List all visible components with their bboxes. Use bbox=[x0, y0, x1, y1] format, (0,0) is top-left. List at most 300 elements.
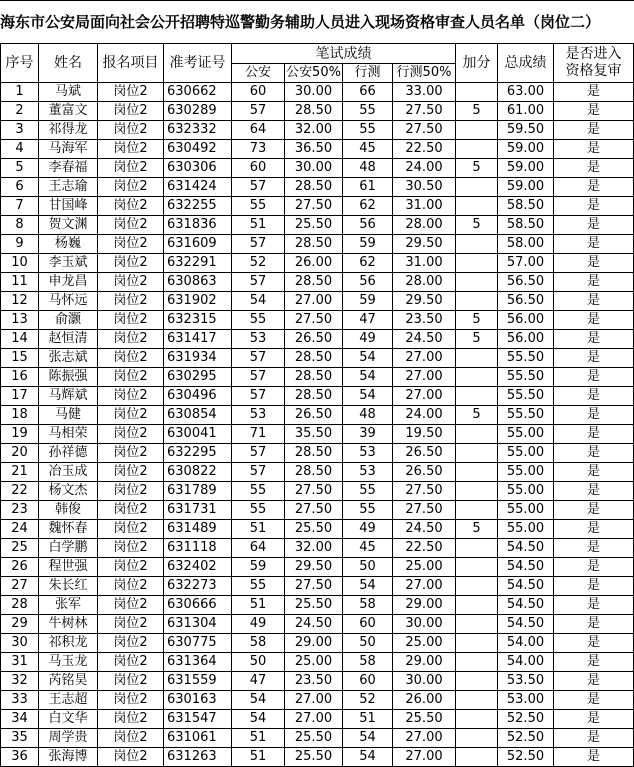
name-cell: 程世强 bbox=[39, 558, 98, 577]
xingce-50-cell: 27.00 bbox=[393, 349, 456, 368]
xingce-cell: 58 bbox=[343, 596, 393, 615]
xingce-50-cell: 24.50 bbox=[393, 520, 456, 539]
total-cell: 52.50 bbox=[498, 748, 554, 767]
exam-no-cell: 631934 bbox=[164, 349, 232, 368]
name-cell: 朱长红 bbox=[39, 577, 98, 596]
xingce-50-cell: 28.00 bbox=[393, 273, 456, 292]
review-cell: 是 bbox=[554, 615, 634, 634]
gongan-50-cell: 28.50 bbox=[285, 444, 343, 463]
total-cell: 54.50 bbox=[498, 558, 554, 577]
xingce-cell: 58 bbox=[343, 653, 393, 672]
table-row bbox=[1, 178, 634, 197]
project-cell: 岗位2 bbox=[98, 368, 164, 387]
exam-no-cell: 631263 bbox=[164, 748, 232, 767]
review-cell: 是 bbox=[554, 539, 634, 558]
exam-no-cell: 631489 bbox=[164, 520, 232, 539]
table-row bbox=[1, 634, 634, 653]
name-cell: 牛树林 bbox=[39, 615, 98, 634]
gongan-50-cell: 27.50 bbox=[285, 482, 343, 501]
gongan-cell: 51 bbox=[232, 520, 285, 539]
gongan-50-cell: 25.50 bbox=[285, 216, 343, 235]
xingce-cell: 53 bbox=[343, 444, 393, 463]
gongan-50-cell: 28.50 bbox=[285, 387, 343, 406]
review-cell: 是 bbox=[554, 444, 634, 463]
gongan-50-cell: 29.50 bbox=[285, 558, 343, 577]
seq-cell: 30 bbox=[1, 634, 39, 653]
seq-cell: 5 bbox=[1, 159, 39, 178]
exam-no-cell: 630822 bbox=[164, 463, 232, 482]
total-cell: 55.50 bbox=[498, 406, 554, 425]
table-row bbox=[1, 691, 634, 710]
project-cell: 岗位2 bbox=[98, 235, 164, 254]
exam-no-cell: 630289 bbox=[164, 102, 232, 121]
bonus-cell bbox=[456, 273, 498, 292]
bonus-cell: 5 bbox=[456, 520, 498, 539]
total-cell: 58.50 bbox=[498, 197, 554, 216]
project-cell: 岗位2 bbox=[98, 444, 164, 463]
project-cell: 岗位2 bbox=[98, 387, 164, 406]
project-cell: 岗位2 bbox=[98, 596, 164, 615]
gongan-cell: 64 bbox=[232, 121, 285, 140]
xingce-cell: 48 bbox=[343, 159, 393, 178]
exam-no-cell: 630041 bbox=[164, 425, 232, 444]
table-row bbox=[1, 596, 634, 615]
seq-cell: 14 bbox=[1, 330, 39, 349]
name-cell: 冶玉成 bbox=[39, 463, 98, 482]
project-cell: 岗位2 bbox=[98, 615, 164, 634]
seq-cell: 3 bbox=[1, 121, 39, 140]
name-cell: 董富文 bbox=[39, 102, 98, 121]
exam-no-cell: 631547 bbox=[164, 710, 232, 729]
name-cell: 陈振强 bbox=[39, 368, 98, 387]
review-cell: 是 bbox=[554, 121, 634, 140]
table-row bbox=[1, 235, 634, 254]
exam-no-cell: 630775 bbox=[164, 634, 232, 653]
project-cell: 岗位2 bbox=[98, 463, 164, 482]
seq-cell: 28 bbox=[1, 596, 39, 615]
xingce-50-cell: 27.00 bbox=[393, 748, 456, 767]
gongan-50-cell: 36.50 bbox=[285, 140, 343, 159]
exam-no-cell: 632332 bbox=[164, 121, 232, 140]
xingce-cell: 50 bbox=[343, 634, 393, 653]
review-cell: 是 bbox=[554, 178, 634, 197]
table-row bbox=[1, 159, 634, 178]
xingce-50-cell: 24.00 bbox=[393, 406, 456, 425]
table-row bbox=[1, 254, 634, 273]
bonus-cell bbox=[456, 235, 498, 254]
bonus-cell bbox=[456, 634, 498, 653]
xingce-cell: 51 bbox=[343, 710, 393, 729]
project-cell: 岗位2 bbox=[98, 140, 164, 159]
project-cell: 岗位2 bbox=[98, 197, 164, 216]
gongan-cell: 53 bbox=[232, 406, 285, 425]
xingce-50-cell: 22.50 bbox=[393, 539, 456, 558]
project-cell: 岗位2 bbox=[98, 121, 164, 140]
seq-cell: 27 bbox=[1, 577, 39, 596]
gongan-50-cell: 27.50 bbox=[285, 311, 343, 330]
gongan-50-cell: 30.00 bbox=[285, 159, 343, 178]
header-review bbox=[554, 44, 634, 83]
xingce-cell: 52 bbox=[343, 691, 393, 710]
gongan-50-cell: 26.50 bbox=[285, 330, 343, 349]
xingce-50-cell: 27.00 bbox=[393, 577, 456, 596]
xingce-cell: 56 bbox=[343, 216, 393, 235]
exam-no-cell: 630863 bbox=[164, 273, 232, 292]
review-cell: 是 bbox=[554, 425, 634, 444]
project-cell: 岗位2 bbox=[98, 216, 164, 235]
seq-cell: 26 bbox=[1, 558, 39, 577]
project-cell: 岗位2 bbox=[98, 330, 164, 349]
seq-cell: 4 bbox=[1, 140, 39, 159]
name-cell: 马怀远 bbox=[39, 292, 98, 311]
xingce-50-cell: 24.50 bbox=[393, 330, 456, 349]
bonus-cell bbox=[456, 292, 498, 311]
exam-no-cell: 632255 bbox=[164, 197, 232, 216]
total-cell: 57.00 bbox=[498, 254, 554, 273]
exam-no-cell: 631304 bbox=[164, 615, 232, 634]
seq-cell: 21 bbox=[1, 463, 39, 482]
review-cell: 是 bbox=[554, 102, 634, 121]
table-row bbox=[1, 577, 634, 596]
project-cell: 岗位2 bbox=[98, 349, 164, 368]
seq-cell: 17 bbox=[1, 387, 39, 406]
exam-no-cell: 631424 bbox=[164, 178, 232, 197]
xingce-cell: 54 bbox=[343, 387, 393, 406]
xingce-cell: 45 bbox=[343, 539, 393, 558]
name-cell: 白文华 bbox=[39, 710, 98, 729]
gongan-cell: 49 bbox=[232, 615, 285, 634]
project-cell: 岗位2 bbox=[98, 83, 164, 102]
gongan-50-cell: 25.50 bbox=[285, 748, 343, 767]
seq-cell: 33 bbox=[1, 691, 39, 710]
total-cell: 58.00 bbox=[498, 235, 554, 254]
table-row bbox=[1, 520, 634, 539]
gongan-50-cell: 27.00 bbox=[285, 710, 343, 729]
table-row bbox=[1, 216, 634, 235]
exam-no-cell: 630492 bbox=[164, 140, 232, 159]
xingce-50-cell: 26.50 bbox=[393, 463, 456, 482]
table-row bbox=[1, 121, 634, 140]
xingce-cell: 45 bbox=[343, 140, 393, 159]
name-cell: 张志斌 bbox=[39, 349, 98, 368]
project-cell: 岗位2 bbox=[98, 558, 164, 577]
project-cell: 岗位2 bbox=[98, 691, 164, 710]
bonus-cell bbox=[456, 615, 498, 634]
name-cell: 甘国峰 bbox=[39, 197, 98, 216]
name-cell: 祁得龙 bbox=[39, 121, 98, 140]
review-cell: 是 bbox=[554, 273, 634, 292]
xingce-cell: 62 bbox=[343, 197, 393, 216]
seq-cell: 6 bbox=[1, 178, 39, 197]
seq-cell: 34 bbox=[1, 710, 39, 729]
gongan-50-cell: 25.50 bbox=[285, 596, 343, 615]
name-cell: 王志超 bbox=[39, 691, 98, 710]
xingce-cell: 53 bbox=[343, 463, 393, 482]
table-row bbox=[1, 729, 634, 748]
total-cell: 59.50 bbox=[498, 121, 554, 140]
exam-no-cell: 630163 bbox=[164, 691, 232, 710]
xingce-50-cell: 31.00 bbox=[393, 254, 456, 273]
seq-cell: 7 bbox=[1, 197, 39, 216]
table-row bbox=[1, 83, 634, 102]
exam-no-cell: 631559 bbox=[164, 672, 232, 691]
gongan-cell: 51 bbox=[232, 748, 285, 767]
table-row bbox=[1, 102, 634, 121]
gongan-50-cell: 27.50 bbox=[285, 197, 343, 216]
seq-cell: 10 bbox=[1, 254, 39, 273]
name-cell: 杨文杰 bbox=[39, 482, 98, 501]
bonus-cell bbox=[456, 691, 498, 710]
name-cell: 孙祥德 bbox=[39, 444, 98, 463]
review-cell: 是 bbox=[554, 558, 634, 577]
gongan-cell: 52 bbox=[232, 254, 285, 273]
total-cell: 55.00 bbox=[498, 463, 554, 482]
xingce-50-cell: 25.00 bbox=[393, 558, 456, 577]
gongan-50-cell: 25.50 bbox=[285, 520, 343, 539]
bonus-cell bbox=[456, 596, 498, 615]
exam-no-cell: 630496 bbox=[164, 387, 232, 406]
total-cell: 55.00 bbox=[498, 425, 554, 444]
table-row bbox=[1, 292, 634, 311]
xingce-cell: 39 bbox=[343, 425, 393, 444]
review-cell: 是 bbox=[554, 482, 634, 501]
gongan-50-cell: 28.50 bbox=[285, 178, 343, 197]
table-row bbox=[1, 463, 634, 482]
bonus-cell bbox=[456, 368, 498, 387]
gongan-50-cell: 26.00 bbox=[285, 254, 343, 273]
gongan-cell: 54 bbox=[232, 710, 285, 729]
xingce-50-cell: 27.00 bbox=[393, 729, 456, 748]
total-cell: 61.00 bbox=[498, 102, 554, 121]
xingce-50-cell: 22.50 bbox=[393, 140, 456, 159]
bonus-cell bbox=[456, 387, 498, 406]
gongan-50-cell: 23.50 bbox=[285, 672, 343, 691]
header-xingce: 行测 bbox=[343, 64, 393, 83]
gongan-cell: 51 bbox=[232, 729, 285, 748]
seq-cell: 2 bbox=[1, 102, 39, 121]
review-cell: 是 bbox=[554, 254, 634, 273]
gongan-50-cell: 29.00 bbox=[285, 634, 343, 653]
review-cell: 是 bbox=[554, 387, 634, 406]
total-cell: 59.00 bbox=[498, 140, 554, 159]
header-bonus: 加分 bbox=[456, 44, 498, 83]
gongan-50-cell: 28.50 bbox=[285, 102, 343, 121]
total-cell: 55.00 bbox=[498, 501, 554, 520]
xingce-cell: 59 bbox=[343, 292, 393, 311]
seq-cell: 15 bbox=[1, 349, 39, 368]
review-cell: 是 bbox=[554, 729, 634, 748]
gongan-50-cell: 28.50 bbox=[285, 235, 343, 254]
xingce-50-cell: 24.00 bbox=[393, 159, 456, 178]
gongan-cell: 50 bbox=[232, 653, 285, 672]
seq-cell: 13 bbox=[1, 311, 39, 330]
seq-cell: 1 bbox=[1, 83, 39, 102]
gongan-cell: 57 bbox=[232, 368, 285, 387]
xingce-50-cell: 29.50 bbox=[393, 292, 456, 311]
project-cell: 岗位2 bbox=[98, 406, 164, 425]
name-cell: 马海军 bbox=[39, 140, 98, 159]
review-cell: 是 bbox=[554, 596, 634, 615]
header-gongan: 公安 bbox=[232, 64, 285, 83]
seq-cell: 32 bbox=[1, 672, 39, 691]
project-cell: 岗位2 bbox=[98, 748, 164, 767]
bonus-cell bbox=[456, 501, 498, 520]
xingce-cell: 49 bbox=[343, 330, 393, 349]
xingce-cell: 60 bbox=[343, 672, 393, 691]
project-cell: 岗位2 bbox=[98, 520, 164, 539]
table-row bbox=[1, 444, 634, 463]
total-cell: 55.50 bbox=[498, 387, 554, 406]
seq-cell: 19 bbox=[1, 425, 39, 444]
xingce-50-cell: 27.00 bbox=[393, 387, 456, 406]
gongan-50-cell: 26.50 bbox=[285, 406, 343, 425]
table-row bbox=[1, 615, 634, 634]
gongan-cell: 57 bbox=[232, 387, 285, 406]
gongan-50-cell: 35.50 bbox=[285, 425, 343, 444]
table-row bbox=[1, 197, 634, 216]
bonus-cell bbox=[456, 121, 498, 140]
project-cell: 岗位2 bbox=[98, 159, 164, 178]
xingce-cell: 59 bbox=[343, 235, 393, 254]
table-row bbox=[1, 558, 634, 577]
xingce-50-cell: 25.50 bbox=[393, 710, 456, 729]
review-cell: 是 bbox=[554, 292, 634, 311]
name-cell: 马斌 bbox=[39, 83, 98, 102]
header-project: 报名项目 bbox=[98, 44, 164, 83]
xingce-50-cell: 27.50 bbox=[393, 501, 456, 520]
bonus-cell bbox=[456, 672, 498, 691]
header-written-score: 笔试成绩 bbox=[232, 44, 456, 64]
total-cell: 56.00 bbox=[498, 330, 554, 349]
gongan-50-cell: 27.00 bbox=[285, 292, 343, 311]
table-row bbox=[1, 501, 634, 520]
xingce-50-cell: 30.00 bbox=[393, 615, 456, 634]
gongan-cell: 58 bbox=[232, 634, 285, 653]
xingce-cell: 54 bbox=[343, 748, 393, 767]
total-cell: 54.00 bbox=[498, 634, 554, 653]
project-cell: 岗位2 bbox=[98, 292, 164, 311]
bonus-cell bbox=[456, 425, 498, 444]
project-cell: 岗位2 bbox=[98, 178, 164, 197]
bonus-cell: 5 bbox=[456, 216, 498, 235]
bonus-cell bbox=[456, 748, 498, 767]
xingce-cell: 50 bbox=[343, 558, 393, 577]
total-cell: 55.50 bbox=[498, 349, 554, 368]
candidate-table bbox=[0, 43, 634, 767]
project-cell: 岗位2 bbox=[98, 102, 164, 121]
review-cell: 是 bbox=[554, 710, 634, 729]
gongan-cell: 57 bbox=[232, 463, 285, 482]
gongan-cell: 55 bbox=[232, 197, 285, 216]
xingce-50-cell: 33.00 bbox=[393, 83, 456, 102]
xingce-50-cell: 25.00 bbox=[393, 634, 456, 653]
review-cell: 是 bbox=[554, 197, 634, 216]
name-cell: 马辉斌 bbox=[39, 387, 98, 406]
xingce-cell: 55 bbox=[343, 102, 393, 121]
exam-no-cell: 630662 bbox=[164, 83, 232, 102]
total-cell: 58.50 bbox=[498, 216, 554, 235]
bonus-cell bbox=[456, 729, 498, 748]
total-cell: 54.00 bbox=[498, 653, 554, 672]
total-cell: 52.50 bbox=[498, 729, 554, 748]
xingce-cell: 66 bbox=[343, 83, 393, 102]
xingce-50-cell: 29.00 bbox=[393, 653, 456, 672]
seq-cell: 29 bbox=[1, 615, 39, 634]
total-cell: 56.50 bbox=[498, 292, 554, 311]
seq-cell: 11 bbox=[1, 273, 39, 292]
xingce-50-cell: 27.50 bbox=[393, 482, 456, 501]
project-cell: 岗位2 bbox=[98, 501, 164, 520]
total-cell: 53.00 bbox=[498, 691, 554, 710]
exam-no-cell: 631731 bbox=[164, 501, 232, 520]
gongan-50-cell: 32.00 bbox=[285, 539, 343, 558]
review-cell: 是 bbox=[554, 748, 634, 767]
exam-no-cell: 630295 bbox=[164, 368, 232, 387]
project-cell: 岗位2 bbox=[98, 710, 164, 729]
bonus-cell: 5 bbox=[456, 311, 498, 330]
xingce-50-cell: 30.50 bbox=[393, 178, 456, 197]
table-row bbox=[1, 273, 634, 292]
total-cell: 63.00 bbox=[498, 83, 554, 102]
header-name: 姓名 bbox=[39, 44, 98, 83]
table-row bbox=[1, 539, 634, 558]
table-row bbox=[1, 406, 634, 425]
exam-no-cell: 630666 bbox=[164, 596, 232, 615]
xingce-cell: 60 bbox=[343, 615, 393, 634]
bonus-cell bbox=[456, 178, 498, 197]
seq-cell: 8 bbox=[1, 216, 39, 235]
seq-cell: 20 bbox=[1, 444, 39, 463]
gongan-cell: 55 bbox=[232, 501, 285, 520]
xingce-cell: 54 bbox=[343, 729, 393, 748]
project-cell: 岗位2 bbox=[98, 577, 164, 596]
name-cell: 马健 bbox=[39, 406, 98, 425]
total-cell: 52.50 bbox=[498, 710, 554, 729]
gongan-50-cell: 28.50 bbox=[285, 368, 343, 387]
review-cell: 是 bbox=[554, 691, 634, 710]
bonus-cell bbox=[456, 349, 498, 368]
header-xingce-50: 行测50% bbox=[393, 64, 456, 83]
review-cell: 是 bbox=[554, 672, 634, 691]
table-row bbox=[1, 653, 634, 672]
table-row bbox=[1, 710, 634, 729]
xingce-50-cell: 29.50 bbox=[393, 235, 456, 254]
project-cell: 岗位2 bbox=[98, 311, 164, 330]
seq-cell: 23 bbox=[1, 501, 39, 520]
total-cell: 56.00 bbox=[498, 311, 554, 330]
seq-cell: 22 bbox=[1, 482, 39, 501]
gongan-50-cell: 27.50 bbox=[285, 577, 343, 596]
review-cell: 是 bbox=[554, 140, 634, 159]
name-cell: 祁积龙 bbox=[39, 634, 98, 653]
table-row bbox=[1, 482, 634, 501]
bonus-cell bbox=[456, 254, 498, 273]
xingce-cell: 62 bbox=[343, 254, 393, 273]
gongan-cell: 57 bbox=[232, 178, 285, 197]
total-cell: 54.50 bbox=[498, 615, 554, 634]
name-cell: 白学鹏 bbox=[39, 539, 98, 558]
gongan-cell: 57 bbox=[232, 349, 285, 368]
name-cell: 马相荣 bbox=[39, 425, 98, 444]
exam-no-cell: 630306 bbox=[164, 159, 232, 178]
xingce-cell: 47 bbox=[343, 311, 393, 330]
xingce-50-cell: 27.50 bbox=[393, 121, 456, 140]
table-row bbox=[1, 349, 634, 368]
exam-no-cell: 631417 bbox=[164, 330, 232, 349]
gongan-50-cell: 30.00 bbox=[285, 83, 343, 102]
name-cell: 贺文渊 bbox=[39, 216, 98, 235]
header-exam-no: 准考证号 bbox=[164, 44, 232, 83]
